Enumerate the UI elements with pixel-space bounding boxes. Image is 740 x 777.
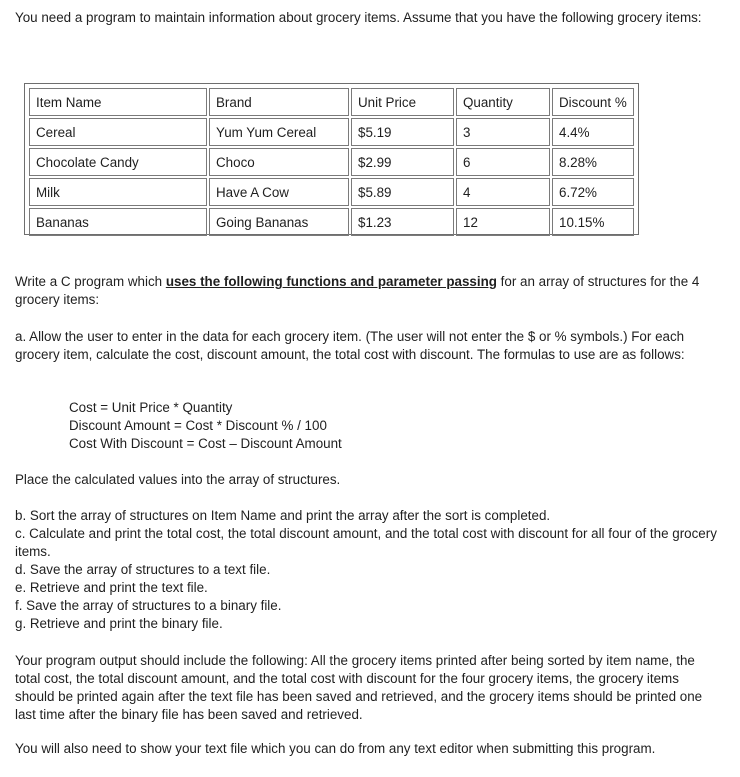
table-cell: 3: [456, 118, 550, 146]
table-cell: 6.72%: [552, 178, 634, 206]
task-suffix: for an array of structures for the 4 grocery items:: [15, 274, 700, 307]
intro-text: You need a program to maintain information about grocery items. Assume that you have the following grocery items:: [15, 10, 702, 25]
table-cell: $5.19: [351, 118, 454, 146]
table-cell: Yum Yum Cereal: [209, 118, 349, 146]
header-cell: Discount %: [552, 88, 634, 116]
list-item: b. Sort the array of structures on Item Name and print the array after the sort is completed.: [15, 508, 551, 523]
header-cell: Quantity: [456, 88, 550, 116]
formula-line: Cost = Unit Price * Quantity: [69, 400, 233, 415]
task-prefix: Write a C program which: [15, 274, 166, 289]
table-cell: Milk: [29, 178, 207, 206]
task-paragraph: [15, 273, 720, 309]
list-item: f. Save the array of structures to a binary file.: [15, 598, 282, 613]
table-cell: 8.28%: [552, 148, 634, 176]
formula-line: Cost With Discount = Cost – Discount Amount: [69, 436, 342, 451]
header-cell: Brand: [209, 88, 349, 116]
place-note: Place the calculated values into the array of structures.: [15, 472, 341, 487]
table-cell: 12: [456, 208, 550, 236]
header-cell: Item Name: [29, 88, 207, 116]
part-a-text: a. Allow the user to enter in the data for each grocery item. (The user will not enter the $ or % symbols.) For each grocery item, calculate the cost, discount amount, the total cost with discount. The formulas to use are as follows:: [15, 329, 685, 362]
header-cell: Unit Price: [351, 88, 454, 116]
table-row: [29, 118, 634, 146]
table-row: [29, 178, 634, 206]
grocery-table: [24, 83, 639, 235]
table-cell: Chocolate Candy: [29, 148, 207, 176]
table-row: [29, 208, 634, 236]
table-cell: 4.4%: [552, 118, 634, 146]
output-note: Your program output should include the following: All the grocery items printed after being sorted by item name, the total cost, the total discount amount, and the total cost with discount for the four grocery items, the grocery items should be printed again after the text file has been saved and retrieved, and the grocery items should be printed one last time after the binary file has been saved and retrieved.: [15, 653, 703, 722]
final-note: You will also need to show your text file which you can do from any text editor when submitting this program.: [15, 741, 656, 756]
list-item: e. Retrieve and print the text file.: [15, 580, 208, 595]
formula-line: Discount Amount = Cost * Discount % / 100: [69, 418, 327, 433]
table-header-row: [29, 88, 634, 116]
table-cell: Going Bananas: [209, 208, 349, 236]
list-item: g. Retrieve and print the binary file.: [15, 616, 223, 631]
table-cell: Cereal: [29, 118, 207, 146]
table-cell: 6: [456, 148, 550, 176]
list-item: c. Calculate and print the total cost, the total discount amount, and the total cost with discount for all four of the grocery items.: [15, 526, 717, 559]
task-emphasis: uses the following functions and parameter passing: [165, 274, 497, 289]
table-cell: 10.15%: [552, 208, 634, 236]
table-cell: $1.23: [351, 208, 454, 236]
list-item: d. Save the array of structures to a text file.: [15, 562, 271, 577]
table-cell: Have A Cow: [209, 178, 349, 206]
table-cell: 4: [456, 178, 550, 206]
step-list: [15, 507, 720, 633]
table-cell: Choco: [209, 148, 349, 176]
table-cell: $2.99: [351, 148, 454, 176]
table-cell: $5.89: [351, 178, 454, 206]
table-row: [29, 148, 634, 176]
table-cell: Bananas: [29, 208, 207, 236]
